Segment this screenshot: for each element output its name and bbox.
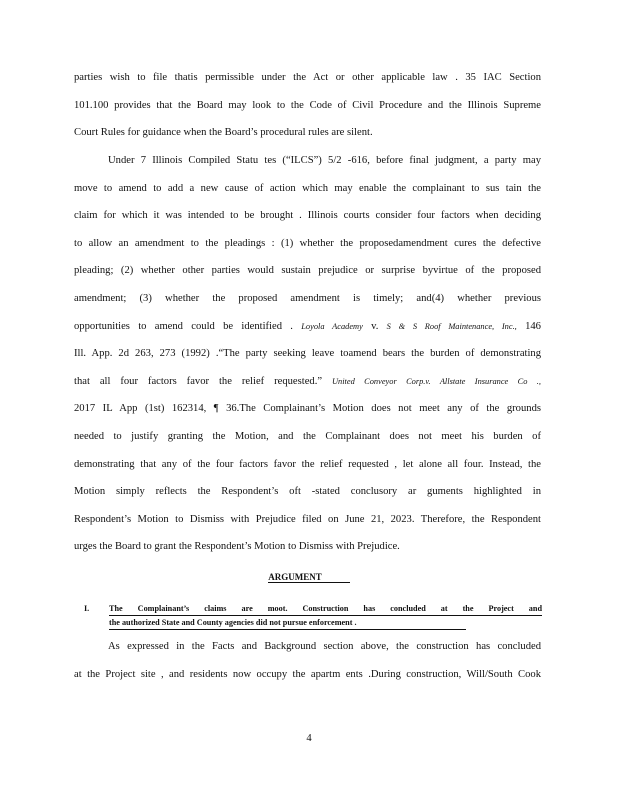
text-fragment: 146	[525, 320, 541, 332]
point-heading	[109, 602, 542, 630]
text-line: urges the Board to grant the Respondent’s Motion to Dismiss with Prejudice.	[74, 541, 400, 553]
page-number: 4	[306, 733, 312, 744]
point-heading-line: the authorized State and County agencies did not pursue enforcement .	[109, 616, 466, 630]
text-fragment: that all four factors favor the relief requested.”	[74, 375, 323, 387]
text-line: Motion simply reflects the Respondent’s oft -stated conclusory ar guments highlighted in	[74, 486, 541, 498]
text-line: Ill. App. 2d 263, 273 (1992) .“The party seeking leave toamend bears the burden of demonstrating	[74, 348, 541, 360]
case-citation: S & S Roof Maintenance, Inc.,	[386, 321, 517, 331]
case-citation: Loyola Academy	[301, 321, 363, 331]
paragraph-board-rules	[74, 64, 541, 147]
text-line	[74, 368, 541, 396]
section-heading	[0, 572, 618, 582]
paragraph-amendment-standard	[74, 147, 541, 561]
text-line: demonstrating that any of the four factors favor the relief requested , let alone all four. Instead, the	[74, 458, 541, 470]
text-line: 101.100 provides that the Board may look to the Code of Civil Procedure and the Illinois Supreme	[74, 99, 541, 111]
point-number: I.	[84, 604, 90, 613]
text-line: claim for which it was intended to be brought . Illinois courts consider four factors when deciding	[74, 210, 541, 222]
text-line: to allow an amendment to the pleadings : (1) whether the proposedamendment cures the defective	[74, 237, 541, 249]
text-line: 2017 IL App (1st) 162314, ¶ 36.The Complainant’s Motion does not meet any of the grounds	[74, 403, 541, 415]
case-citation: United Conveyor Corp.v. Allstate Insurance Co .,	[331, 376, 541, 386]
text-line: move to amend to add a new cause of action which may enable the complainant to sus tain the	[74, 182, 541, 194]
text-line: Respondent’s Motion to Dismiss with Prejudice filed on June 21, 2023. Therefore, the Respondent	[74, 513, 541, 525]
text-line: As expressed in the Facts and Background section above, the construction has concluded	[108, 641, 541, 652]
point-heading-line: The Complainant’s claims are moot. Construction has concluded at the Project and	[109, 602, 542, 616]
text-line: pleading; (2) whether other parties would sustain prejudice or surprise byvirtue of the proposed	[74, 265, 541, 277]
text-line: Court Rules for guidance when the Board’s procedural rules are silent.	[74, 127, 373, 139]
text-line: parties wish to file thatis permissible under the Act or other applicable law . 35 IAC Section	[74, 72, 541, 83]
text-line	[74, 313, 541, 341]
text-fragment: opportunities to amend could be identified .	[74, 320, 293, 332]
text-line: needed to justify granting the Motion, and the Complainant does not meet his burden of	[74, 430, 541, 442]
text-line: at the Project site , and residents now occupy the apartm ents .During construction, Will/South Cook	[74, 668, 541, 680]
paragraph-construction	[74, 633, 541, 688]
text-line: Under 7 Illinois Compiled Statu tes (“ILCS”) 5/2 -616, before final judgment, a party may	[108, 155, 541, 166]
heading-text: ARGUMENT	[268, 572, 350, 583]
text-line: amendment; (3) whether the proposed amendment is timely; and(4) whether previous	[74, 292, 541, 304]
text-fragment: v.	[371, 320, 379, 332]
